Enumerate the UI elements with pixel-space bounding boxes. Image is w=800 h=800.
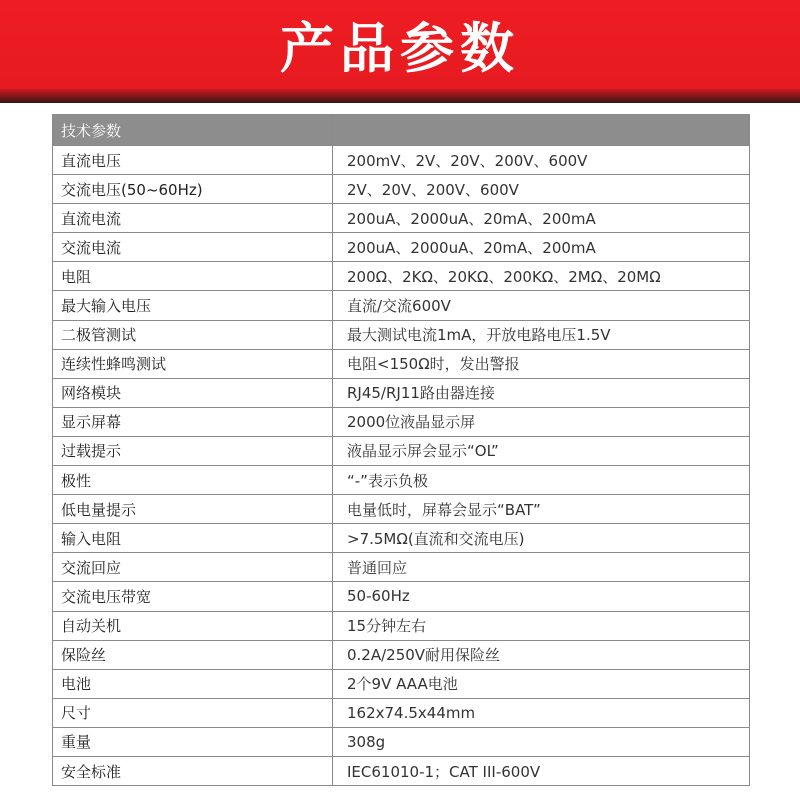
table-row bbox=[53, 407, 750, 436]
param-value: 200uA、2000uA、20mA、200mA bbox=[333, 204, 750, 233]
table-row bbox=[53, 495, 750, 524]
header-label: 技术参数 bbox=[53, 115, 333, 146]
table-row bbox=[53, 378, 750, 407]
param-value: 直流/交流600V bbox=[333, 291, 750, 320]
param-value: IEC61010-1；CAT III-600V bbox=[333, 756, 750, 785]
table-row bbox=[53, 436, 750, 465]
table-row bbox=[53, 669, 750, 698]
header-value bbox=[333, 115, 750, 146]
param-value: 200uA、2000uA、20mA、200mA bbox=[333, 233, 750, 262]
param-label: 交流电压带宽 bbox=[53, 582, 333, 611]
param-value: 15分钟左右 bbox=[333, 611, 750, 640]
table-row bbox=[53, 233, 750, 262]
table-row bbox=[53, 146, 750, 175]
table-row bbox=[53, 466, 750, 495]
param-value: 电量低时，屏幕会显示“BAT” bbox=[333, 495, 750, 524]
table-row bbox=[53, 611, 750, 640]
table-row bbox=[53, 553, 750, 582]
param-value: 2V、20V、200V、600V bbox=[333, 175, 750, 204]
param-label: 最大输入电压 bbox=[53, 291, 333, 320]
param-label: 尺寸 bbox=[53, 698, 333, 727]
table-row bbox=[53, 524, 750, 553]
param-label: 二极管测试 bbox=[53, 320, 333, 349]
param-value: RJ45/RJ11路由器连接 bbox=[333, 378, 750, 407]
table-row bbox=[53, 320, 750, 349]
param-label: 网络模块 bbox=[53, 378, 333, 407]
param-label: 直流电流 bbox=[53, 204, 333, 233]
param-label: 重量 bbox=[53, 727, 333, 756]
param-label: 交流电压(50~60Hz) bbox=[53, 175, 333, 204]
table-row bbox=[53, 175, 750, 204]
param-value: “-”表示负极 bbox=[333, 466, 750, 495]
param-value: >7.5MΩ(直流和交流电压) bbox=[333, 524, 750, 553]
table-row bbox=[53, 640, 750, 669]
param-value: 200Ω、2KΩ、20KΩ、200KΩ、2MΩ、20MΩ bbox=[333, 262, 750, 291]
table-row bbox=[53, 727, 750, 756]
param-label: 交流回应 bbox=[53, 553, 333, 582]
param-label: 输入电阻 bbox=[53, 524, 333, 553]
param-value: 最大测试电流1mA，开放电路电压1.5V bbox=[333, 320, 750, 349]
param-label: 电阻 bbox=[53, 262, 333, 291]
param-value: 50-60Hz bbox=[333, 582, 750, 611]
param-label: 极性 bbox=[53, 466, 333, 495]
param-label: 交流电流 bbox=[53, 233, 333, 262]
param-value: 308g bbox=[333, 727, 750, 756]
param-value: 液晶显示屏会显示“OL” bbox=[333, 436, 750, 465]
banner-divider bbox=[0, 89, 800, 103]
param-label: 显示屏幕 bbox=[53, 407, 333, 436]
banner-title: 产品参数 bbox=[280, 17, 520, 80]
table-row bbox=[53, 204, 750, 233]
spec-table bbox=[52, 114, 750, 786]
param-value: 162x74.5x44mm bbox=[333, 698, 750, 727]
param-value: 0.2A/250V耐用保险丝 bbox=[333, 640, 750, 669]
param-label: 电池 bbox=[53, 669, 333, 698]
param-label: 直流电压 bbox=[53, 146, 333, 175]
table-row bbox=[53, 349, 750, 378]
param-value: 200mV、2V、20V、200V、600V bbox=[333, 146, 750, 175]
table-row bbox=[53, 582, 750, 611]
param-label: 过载提示 bbox=[53, 436, 333, 465]
param-label: 自动关机 bbox=[53, 611, 333, 640]
table-row bbox=[53, 262, 750, 291]
table-row bbox=[53, 756, 750, 785]
param-label: 连续性蜂鸣测试 bbox=[53, 349, 333, 378]
param-label: 安全标准 bbox=[53, 756, 333, 785]
param-label: 保险丝 bbox=[53, 640, 333, 669]
param-value: 2个9V AAA电池 bbox=[333, 669, 750, 698]
table-row bbox=[53, 291, 750, 320]
table-row bbox=[53, 698, 750, 727]
banner bbox=[0, 0, 800, 103]
param-value: 2000位液晶显示屏 bbox=[333, 407, 750, 436]
table-header-row bbox=[53, 115, 750, 146]
param-value: 电阻<150Ω时，发出警报 bbox=[333, 349, 750, 378]
param-value: 普通回应 bbox=[333, 553, 750, 582]
param-label: 低电量提示 bbox=[53, 495, 333, 524]
